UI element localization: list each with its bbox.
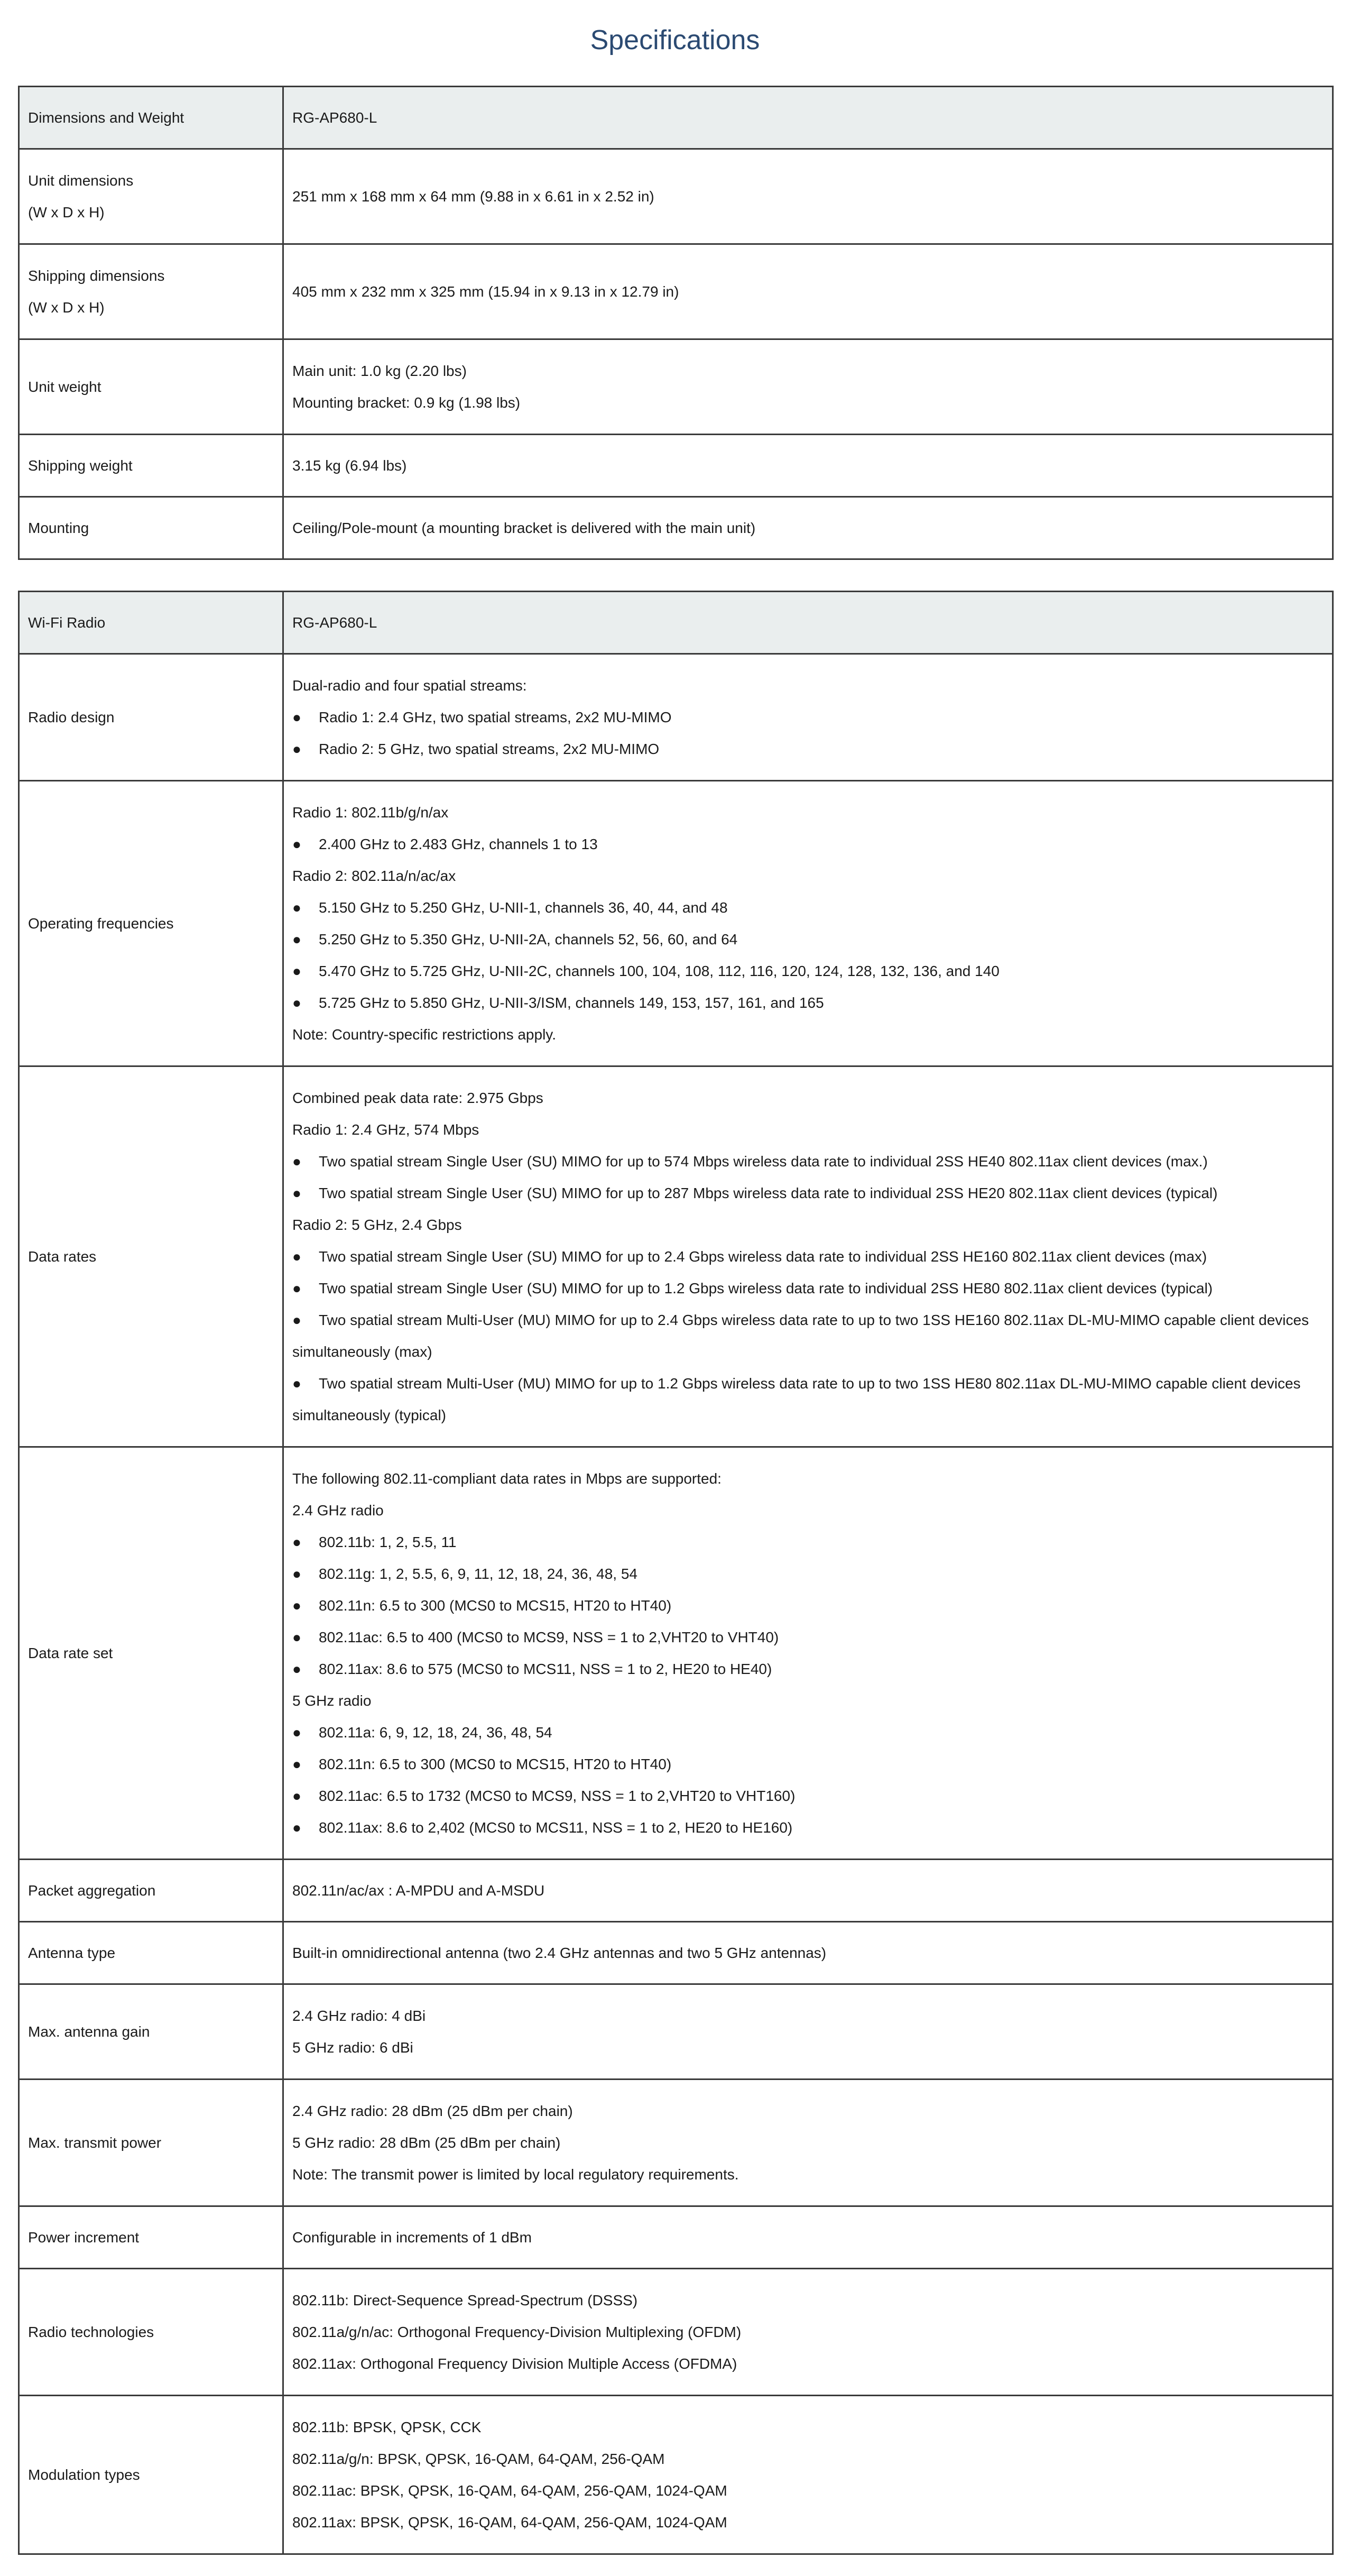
spec-label: Radio technologies <box>28 2323 154 2340</box>
bullet-item <box>292 1749 1324 1780</box>
bullet-item <box>292 1558 1324 1590</box>
spec-label: Packet aggregation <box>28 1882 156 1899</box>
spec-label: (W x D x H) <box>28 299 105 316</box>
bullet-text: Radio 2: 5 GHz, two spatial streams, 2x2 MU-MIMO <box>319 740 660 757</box>
bullet-dot-icon: ● <box>292 709 301 725</box>
spec-value-cell <box>283 654 1333 781</box>
spec-label: Dimensions and Weight <box>28 109 184 126</box>
spec-label-cell <box>19 2080 283 2206</box>
spec-value-line: 5 GHz radio: 28 dBm (25 dBm per chain) <box>292 2134 561 2151</box>
bullet-dot-icon: ● <box>292 899 301 916</box>
spec-value-line: Radio 1: 2.4 GHz, 574 Mbps <box>292 1121 479 1138</box>
bullet-dot-icon: ● <box>292 1248 301 1265</box>
spec-label: Antenna type <box>28 1944 116 1961</box>
spec-value-line: 802.11a/g/n: BPSK, QPSK, 16-QAM, 64-QAM, 256-QAM <box>292 2450 665 2467</box>
spec-label-cell <box>19 497 283 559</box>
spec-value-cell <box>283 1860 1333 1922</box>
bullet-dot-icon: ● <box>292 1819 301 1836</box>
table-row <box>19 1860 1333 1922</box>
table-row <box>19 339 1333 435</box>
spec-value-cell <box>283 1922 1333 1984</box>
bullet-dot-icon: ● <box>292 1660 301 1677</box>
spec-label: Max. antenna gain <box>28 2023 150 2040</box>
table-row <box>19 149 1333 244</box>
table-header-row <box>19 592 1333 654</box>
spec-label: Unit dimensions <box>28 172 134 189</box>
spec-value-line: Radio 2: 5 GHz, 2.4 Gbps <box>292 1216 462 1233</box>
table-row <box>19 2080 1333 2206</box>
bullet-item <box>292 892 1324 924</box>
spec-value-cell <box>283 2269 1333 2396</box>
wifi-radio-table <box>18 591 1334 2555</box>
spec-value-line: The following 802.11-compliant data rates in Mbps are supported: <box>292 1470 722 1487</box>
spec-value-line: Combined peak data rate: 2.975 Gbps <box>292 1089 543 1106</box>
bullet-text: 5.150 GHz to 5.250 GHz, U-NII-1, channels 36, 40, 44, and 48 <box>319 899 728 916</box>
spec-value-line: Radio 1: 802.11b/g/n/ax <box>292 804 449 821</box>
spec-label-cell <box>19 2206 283 2269</box>
page-title: Specifications <box>590 25 760 56</box>
spec-value-line: 802.11ax: BPSK, QPSK, 16-QAM, 64-QAM, 256-QAM, 1024-QAM <box>292 2514 727 2531</box>
spec-label: Mounting <box>28 519 89 536</box>
spec-value-line: 802.11b: BPSK, QPSK, CCK <box>292 2418 482 2435</box>
bullet-item <box>292 1780 1324 1812</box>
spec-label-cell <box>19 435 283 497</box>
bullet-dot-icon: ● <box>292 1787 301 1804</box>
bullet-item <box>292 1717 1324 1749</box>
spec-value-line: Note: The transmit power is limited by local regulatory requirements. <box>292 2166 739 2183</box>
spec-value-cell <box>283 1447 1333 1860</box>
bullet-dot-icon: ● <box>292 1311 301 1328</box>
section-heading-cell <box>19 87 283 149</box>
table-row <box>19 1066 1333 1447</box>
spec-label-cell <box>19 2396 283 2554</box>
spec-label-cell <box>19 1984 283 2080</box>
bullet-text: Two spatial stream Multi-User (MU) MIMO for up to 1.2 Gbps wireless data rate to up to two 1SS HE80 802.11ax DL-MU-MIMO capable client devices simultaneously (typical) <box>292 1375 1301 1423</box>
bullet-dot-icon: ● <box>292 1629 301 1645</box>
spec-label: Shipping weight <box>28 457 133 474</box>
bullet-dot-icon: ● <box>292 962 301 979</box>
bullet-text: 5.250 GHz to 5.350 GHz, U-NII-2A, channels 52, 56, 60, and 64 <box>319 931 738 947</box>
table-row <box>19 781 1333 1066</box>
bullet-dot-icon: ● <box>292 994 301 1011</box>
bullet-item <box>292 829 1324 860</box>
spec-value-line: Dual-radio and four spatial streams: <box>292 677 527 694</box>
spec-value-line: 405 mm x 232 mm x 325 mm (15.94 in x 9.13 in x 12.79 in) <box>292 283 679 300</box>
spec-value-cell <box>283 1066 1333 1447</box>
table-row <box>19 244 1333 339</box>
bullet-item <box>292 1304 1324 1368</box>
model-name-cell <box>283 87 1333 149</box>
bullet-text: 5.725 GHz to 5.850 GHz, U-NII-3/ISM, channels 149, 153, 157, 161, and 165 <box>319 994 824 1011</box>
spec-value-line: 5 GHz radio: 6 dBi <box>292 2039 413 2056</box>
table-header-row <box>19 87 1333 149</box>
bullet-item <box>292 1590 1324 1622</box>
spec-label: Power increment <box>28 2229 140 2246</box>
spec-value-cell <box>283 497 1333 559</box>
bullet-item <box>292 1368 1324 1431</box>
spec-value-line: 802.11a/g/n/ac: Orthogonal Frequency-Division Multiplexing (OFDM) <box>292 2323 742 2340</box>
spec-label-cell <box>19 781 283 1066</box>
bullet-dot-icon: ● <box>292 1280 301 1296</box>
spec-value-line: Configurable in increments of 1 dBm <box>292 2229 532 2246</box>
spec-value-line: 2.4 GHz radio: 4 dBi <box>292 2007 426 2024</box>
bullet-item <box>292 1241 1324 1273</box>
bullet-text: Two spatial stream Multi-User (MU) MIMO for up to 2.4 Gbps wireless data rate to up to two 1SS HE160 802.11ax DL-MU-MIMO capable client devices simultaneously (max) <box>292 1311 1309 1360</box>
spec-value-line: Note: Country-specific restrictions apply. <box>292 1026 556 1043</box>
spec-label-cell <box>19 339 283 435</box>
spec-value-line: 251 mm x 168 mm x 64 mm (9.88 in x 6.61 in x 2.52 in) <box>292 188 654 205</box>
bullet-dot-icon: ● <box>292 1597 301 1614</box>
bullet-text: 802.11ax: 8.6 to 575 (MCS0 to MCS11, NSS = 1 to 2, HE20 to HE40) <box>319 1660 772 1677</box>
bullet-item <box>292 1177 1324 1209</box>
spec-value-line: 802.11b: Direct-Sequence Spread-Spectrum (DSSS) <box>292 2292 638 2308</box>
bullet-text: 802.11a: 6, 9, 12, 18, 24, 36, 48, 54 <box>319 1724 552 1741</box>
table-row <box>19 1984 1333 2080</box>
bullet-item <box>292 924 1324 955</box>
section-heading-cell <box>19 592 283 654</box>
table-row <box>19 2206 1333 2269</box>
bullet-item <box>292 702 1324 733</box>
bullet-dot-icon: ● <box>292 1565 301 1582</box>
bullet-text: Radio 1: 2.4 GHz, two spatial streams, 2x2 MU-MIMO <box>319 709 672 725</box>
spec-label: Shipping dimensions <box>28 267 165 284</box>
spec-value-line: 2.4 GHz radio: 28 dBm (25 dBm per chain) <box>292 2102 573 2119</box>
bullet-text: Two spatial stream Single User (SU) MIMO for up to 574 Mbps wireless data rate to individual 2SS HE40 802.11ax client devices (max.) <box>319 1153 1208 1170</box>
bullet-text: 802.11ac: 6.5 to 1732 (MCS0 to MCS9, NSS = 1 to 2,VHT20 to VHT160) <box>319 1787 796 1804</box>
spec-label-cell <box>19 1066 283 1447</box>
table-row <box>19 654 1333 781</box>
spec-value-line: 5 GHz radio <box>292 1692 372 1709</box>
model-name-cell <box>283 592 1333 654</box>
spec-label: Wi-Fi Radio <box>28 614 106 631</box>
spec-value-cell <box>283 435 1333 497</box>
spec-value-line: 2.4 GHz radio <box>292 1502 384 1519</box>
spec-label-cell <box>19 149 283 244</box>
table-row <box>19 1922 1333 1984</box>
bullet-item <box>292 1146 1324 1177</box>
bullet-dot-icon: ● <box>292 1755 301 1772</box>
spec-label-cell <box>19 2269 283 2396</box>
spec-value-line: 3.15 kg (6.94 lbs) <box>292 457 407 474</box>
bullet-text: Two spatial stream Single User (SU) MIMO for up to 2.4 Gbps wireless data rate to individual 2SS HE160 802.11ax client devices (max) <box>319 1248 1207 1265</box>
spec-value-line: RG-AP680-L <box>292 614 377 631</box>
bullet-item <box>292 1526 1324 1558</box>
bullet-text: 802.11ax: 8.6 to 2,402 (MCS0 to MCS11, NSS = 1 to 2, HE20 to HE160) <box>319 1819 793 1836</box>
bullet-item <box>292 987 1324 1019</box>
table-row <box>19 497 1333 559</box>
bullet-item <box>292 1812 1324 1844</box>
bullet-text: 802.11ac: 6.5 to 400 (MCS0 to MCS9, NSS = 1 to 2,VHT20 to VHT40) <box>319 1629 779 1645</box>
spec-value-line: Built-in omnidirectional antenna (two 2.4 GHz antennas and two 5 GHz antennas) <box>292 1944 827 1961</box>
bullet-item <box>292 955 1324 987</box>
spec-label: Modulation types <box>28 2466 140 2483</box>
spec-label: Operating frequencies <box>28 915 174 932</box>
table-row <box>19 435 1333 497</box>
bullet-item <box>292 733 1324 765</box>
bullet-dot-icon: ● <box>292 1375 301 1392</box>
spec-value-line: Mounting bracket: 0.9 kg (1.98 lbs) <box>292 394 521 411</box>
spec-value-line: 802.11ac: BPSK, QPSK, 16-QAM, 64-QAM, 256-QAM, 1024-QAM <box>292 2482 727 2499</box>
dimensions-weight-table <box>18 86 1334 560</box>
spec-label: (W x D x H) <box>28 204 105 220</box>
bullet-dot-icon: ● <box>292 1533 301 1550</box>
bullet-text: 802.11n: 6.5 to 300 (MCS0 to MCS15, HT20 to HT40) <box>319 1597 672 1614</box>
bullet-dot-icon: ● <box>292 931 301 947</box>
spec-value-cell <box>283 781 1333 1066</box>
spec-value-line: 802.11n/ac/ax : A-MPDU and A-MSDU <box>292 1882 545 1899</box>
bullet-text: 2.400 GHz to 2.483 GHz, channels 1 to 13 <box>319 835 598 852</box>
spec-label-cell <box>19 654 283 781</box>
spec-value-line: Radio 2: 802.11a/n/ac/ax <box>292 867 456 884</box>
spec-value-cell <box>283 244 1333 339</box>
bullet-dot-icon: ● <box>292 835 301 852</box>
spec-value-line: Ceiling/Pole-mount (a mounting bracket is delivered with the main unit) <box>292 519 756 536</box>
bullet-text: Two spatial stream Single User (SU) MIMO for up to 287 Mbps wireless data rate to individual 2SS HE20 802.11ax client devices (typical) <box>319 1184 1218 1201</box>
spec-label: Max. transmit power <box>28 2134 162 2151</box>
spec-value-cell <box>283 149 1333 244</box>
bullet-text: Two spatial stream Single User (SU) MIMO for up to 1.2 Gbps wireless data rate to individual 2SS HE80 802.11ax client devices (typical) <box>319 1280 1213 1296</box>
spec-label-cell <box>19 1447 283 1860</box>
bullet-dot-icon: ● <box>292 1184 301 1201</box>
spec-value-cell <box>283 1984 1333 2080</box>
spec-label: Data rate set <box>28 1644 113 1661</box>
spec-label-cell <box>19 1860 283 1922</box>
spec-value-cell <box>283 2206 1333 2269</box>
table-row <box>19 2269 1333 2396</box>
spec-label: Unit weight <box>28 378 101 395</box>
bullet-item <box>292 1622 1324 1653</box>
bullet-text: 802.11b: 1, 2, 5.5, 11 <box>319 1533 457 1550</box>
bullet-dot-icon: ● <box>292 1153 301 1170</box>
table-row <box>19 2396 1333 2554</box>
spec-label: Data rates <box>28 1248 97 1265</box>
bullet-dot-icon: ● <box>292 1724 301 1741</box>
bullet-dot-icon: ● <box>292 740 301 757</box>
spec-label-cell <box>19 1922 283 1984</box>
spec-value-cell <box>283 2080 1333 2206</box>
spec-value-cell <box>283 339 1333 435</box>
spec-value-line: RG-AP680-L <box>292 109 377 126</box>
bullet-item <box>292 1653 1324 1685</box>
bullet-item <box>292 1273 1324 1304</box>
bullet-text: 5.470 GHz to 5.725 GHz, U-NII-2C, channels 100, 104, 108, 112, 116, 120, 124, 128, 132, 136, and 140 <box>319 962 1000 979</box>
spec-value-line: Main unit: 1.0 kg (2.20 lbs) <box>292 362 467 379</box>
spec-value-cell <box>283 2396 1333 2554</box>
bullet-text: 802.11n: 6.5 to 300 (MCS0 to MCS15, HT20 to HT40) <box>319 1755 672 1772</box>
bullet-text: 802.11g: 1, 2, 5.5, 6, 9, 11, 12, 18, 24, 36, 48, 54 <box>319 1565 637 1582</box>
table-row <box>19 1447 1333 1860</box>
spec-value-line: 802.11ax: Orthogonal Frequency Division Multiple Access (OFDMA) <box>292 2355 737 2372</box>
spec-label-cell <box>19 244 283 339</box>
spec-label: Radio design <box>28 709 115 725</box>
